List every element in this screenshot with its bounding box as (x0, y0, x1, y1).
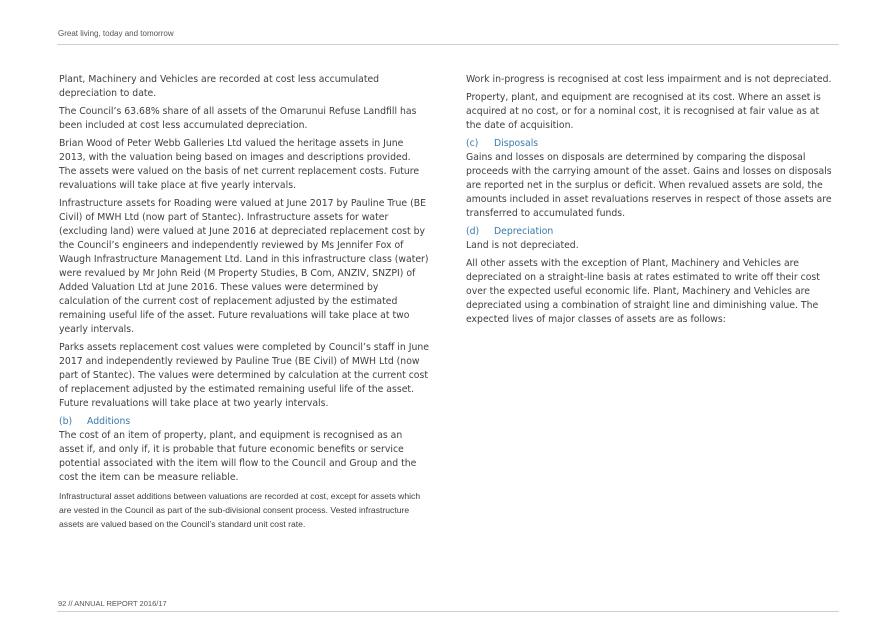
header-divider (57, 44, 839, 45)
section-number: (c) (466, 138, 479, 149)
paragraph-disposals: Gains and losses on disposals are determined by comparing the disposal proceeds with the carrying amount of the asset. Gains and losses on disposals are reported net in the surplus or deficit. When revalued assets are sold, the amounts included in asset revaluations reserves in respect of those assets are transferred to accumulated funds. (466, 152, 832, 219)
paragraph-work-in-progress: Work in-progress is recognised at cost less impairment and is not depreciated. (466, 74, 832, 85)
paragraph-infrastructural-additions: Infrastructural asset additions between valuations are recorded at cost, except for assets which are vested in the Council as part of the sub-divisional consent process. Vested infrastructure assets are valued based on the Council’s standard unit cost rate. (59, 491, 421, 529)
right-column (466, 73, 834, 331)
paragraph-infrastructure-assets: Infrastructure assets for Roading were valued at June 2017 by Pauline True (BE Civil) of MWH Ltd (now part of Stantec). Infrastructure assets for water (excluding land) were valued at June 2016 at depreciated replacement cost by the Council’s engineers and independently reviewed by Ms Jennifer Fox of Waugh Infrastructure Management Ltd. Land in this infrastructure class (water) were revalued by Mr John Reid (M Property Studies, B Com, ANZIV, SNZPI) of Added Valuation Ltd at June 2016. These values were determined by calculation of the current cost of replacement adjusted by the estimated remaining useful life of the asset. Future revaluations will take place at two yearly intervals. (59, 198, 429, 335)
section-title: Additions (87, 416, 131, 427)
section-title: Depreciation (494, 226, 554, 237)
paragraph-depreciation-method: All other assets with the exception of Plant, Machinery and Vehicles are depreciated on a straight-line basis at rates estimated to write off their cost over the expected useful economic life. Plant, Machinery and Vehicles are depreciated using a combination of straight line and diminishing value. The expected lives of major classes of assets are as follows: (466, 258, 820, 325)
section-heading-disposals (466, 137, 834, 151)
section-heading-depreciation (466, 225, 834, 239)
paragraph-landfill-share: The Council’s 63.68% share of all assets of the Omarunui Refuse Landfill has been included at cost less accumulated depreciation. (59, 106, 417, 131)
section-number: (d) (466, 226, 480, 237)
section-number: (b) (59, 416, 73, 427)
paragraph-plant-machinery: Plant, Machinery and Vehicles are recorded at cost less accumulated depreciation to date. (59, 74, 380, 99)
paragraph-land-not-depreciated: Land is not depreciated. (466, 240, 579, 251)
section-heading-additions (59, 415, 429, 429)
paragraph-additions-cost: The cost of an item of property, plant, and equipment is recognised as an asset if, and only if, it is probable that future economic benefits or service potential associated with the item will flow to the Council and Group and the cost the item can be measure reliable. (59, 430, 417, 483)
paragraph-ppe-cost: Property, plant, and equipment are recognised at its cost. Where an asset is acquired at no cost, or for a nominal cost, it is recognised at fair value as at the date of acquisition. (466, 92, 821, 131)
left-column (59, 73, 429, 535)
paragraph-parks-assets: Parks assets replacement cost values were completed by Council’s staff in June 2017 and independently reviewed by Pauline True (BE Civil) of MWH Ltd (now part of Stantec). The values were determined by calculation at the current cost of replacement adjusted by the estimated remaining useful life of the asset. Future revaluations will take place at two yearly intervals. (59, 342, 429, 409)
section-title: Disposals (494, 138, 539, 149)
page-footer: 92 // ANNUAL REPORT 2016/17 (58, 599, 167, 608)
paragraph-heritage-assets: Brian Wood of Peter Webb Galleries Ltd valued the heritage assets in June 2013, with the valuation being based on images and descriptions provided. The assets were valued on the basis of net current replacement costs. Future revaluations will take place at five yearly intervals. (59, 138, 420, 191)
footer-divider (57, 611, 839, 612)
page-header-title: Great living, today and tomorrow (58, 29, 174, 38)
